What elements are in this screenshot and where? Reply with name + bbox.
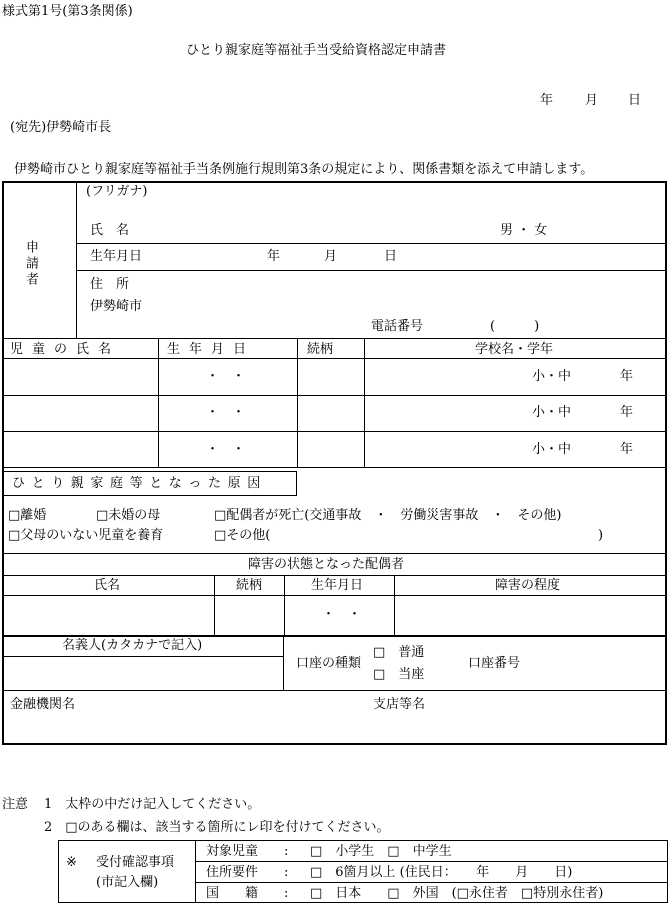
office-row-colon: : [284, 844, 289, 859]
cause-option-spouse-death[interactable]: □配偶者が死亡(交通事故 ・ 労働災害事故 ・ その他) [214, 508, 562, 523]
spouse-header-disability: 障害の程度 [495, 578, 561, 593]
cause-option-divorce[interactable]: □離婚 [8, 508, 47, 523]
header-day-label: 日 [628, 93, 642, 108]
notes-label: 注意 [2, 797, 29, 812]
cause-option-other[interactable]: □その他( [214, 528, 271, 543]
office-row-colon: : [284, 886, 289, 901]
child-grade-label: 年 [620, 442, 634, 457]
office-row-label: 対象児童 [206, 844, 259, 859]
intro-text: 伊勢崎市ひとり親家庭等福祉手当条例施行規則第3条の規定により、関係書類を添えて申請します。 [14, 162, 594, 177]
children-header-name: 児童の氏名 [10, 342, 121, 357]
account-type-ordinary[interactable]: □ 普通 [373, 645, 425, 660]
child-grade-label: 年 [620, 405, 634, 420]
note-item-1: 1 太枠の中だけ記入してください。 [44, 797, 261, 812]
child-dob-placeholder: ・ ・ [206, 442, 246, 457]
furigana-label: (フリガナ) [86, 184, 148, 199]
child-dob-placeholder: ・ ・ [206, 405, 246, 420]
children-header-dob: 生年月日 [167, 342, 256, 357]
office-row-content[interactable]: □ 小学生 □ 中学生 [310, 844, 452, 859]
office-row-colon: : [284, 865, 289, 880]
spouse-header-name: 氏名 [94, 578, 121, 593]
spouse-header-dob: 生年月日 [311, 578, 364, 593]
office-row-label: 住所要件 [206, 865, 259, 880]
applicant-city: 伊勢崎市 [90, 299, 143, 314]
account-holder-label: 名義人(カタカナで記入) [62, 638, 203, 653]
office-row-content[interactable]: □ 日本 □ 外国 (□永住者 □特別永住者) [310, 886, 604, 901]
account-type-label: 口座の種類 [296, 656, 362, 671]
child-school-placeholder: 小・中 [532, 369, 572, 384]
bank-name-label: 金融機関名 [10, 697, 76, 712]
form-title: ひとり親家庭等福祉手当受給資格認定申請書 [186, 43, 447, 58]
applicant-name-label: 氏 名 [90, 223, 130, 238]
applicant-dob-year: 年 [267, 249, 281, 264]
disabled-spouse-title: 障害の状態となった配偶者 [248, 557, 405, 572]
spouse-dob-placeholder: ・ ・ [322, 607, 362, 622]
child-dob-placeholder: ・ ・ [206, 369, 246, 384]
phone-label: 電話番号 [371, 319, 424, 334]
office-mark: ※ [66, 855, 77, 870]
branch-name-label: 支店等名 [373, 697, 426, 712]
header-month-label: 月 [585, 93, 599, 108]
office-label-line1: 受付確認事項 [96, 855, 175, 870]
note-item-2: 2 □のある欄は、該当する箇所にレ印を付けてください。 [44, 820, 390, 835]
cause-option-no-parents[interactable]: □父母のいない児童を養育 [8, 528, 164, 543]
office-row-content[interactable]: □ 6箇月以上 (住民日： 年 月 日) [310, 865, 573, 880]
cause-option-other-close: ) [598, 528, 604, 543]
addressee: (宛先)伊勢崎市長 [10, 120, 112, 135]
gender-options[interactable]: 男 ・ 女 [500, 223, 548, 238]
children-header-school: 学校名・学年 [475, 342, 554, 357]
applicant-section-label: 申請者 [23, 240, 38, 288]
applicant-dob-day: 日 [384, 249, 398, 264]
header-year-label: 年 [540, 93, 554, 108]
office-label-line2: (市記入欄) [96, 875, 159, 890]
spouse-header-relation: 続柄 [236, 578, 263, 593]
form-number: 様式第1号(第3条関係) [2, 4, 133, 19]
child-school-placeholder: 小・中 [532, 405, 572, 420]
applicant-address-label: 住 所 [90, 277, 130, 292]
cause-title: ひとり親家庭等となった原因 [12, 476, 267, 491]
children-header-relation: 続柄 [307, 342, 334, 357]
cause-option-unmarried[interactable]: □未婚の母 [96, 508, 161, 523]
office-row-label: 国 籍 [206, 886, 259, 901]
account-type-current[interactable]: □ 当座 [373, 667, 425, 682]
child-grade-label: 年 [620, 369, 634, 384]
applicant-dob-month: 月 [324, 249, 338, 264]
account-number-label: 口座番号 [468, 656, 521, 671]
phone-paren: ( ) [490, 319, 540, 334]
applicant-dob-label: 生年月日 [90, 249, 143, 264]
child-school-placeholder: 小・中 [532, 442, 572, 457]
